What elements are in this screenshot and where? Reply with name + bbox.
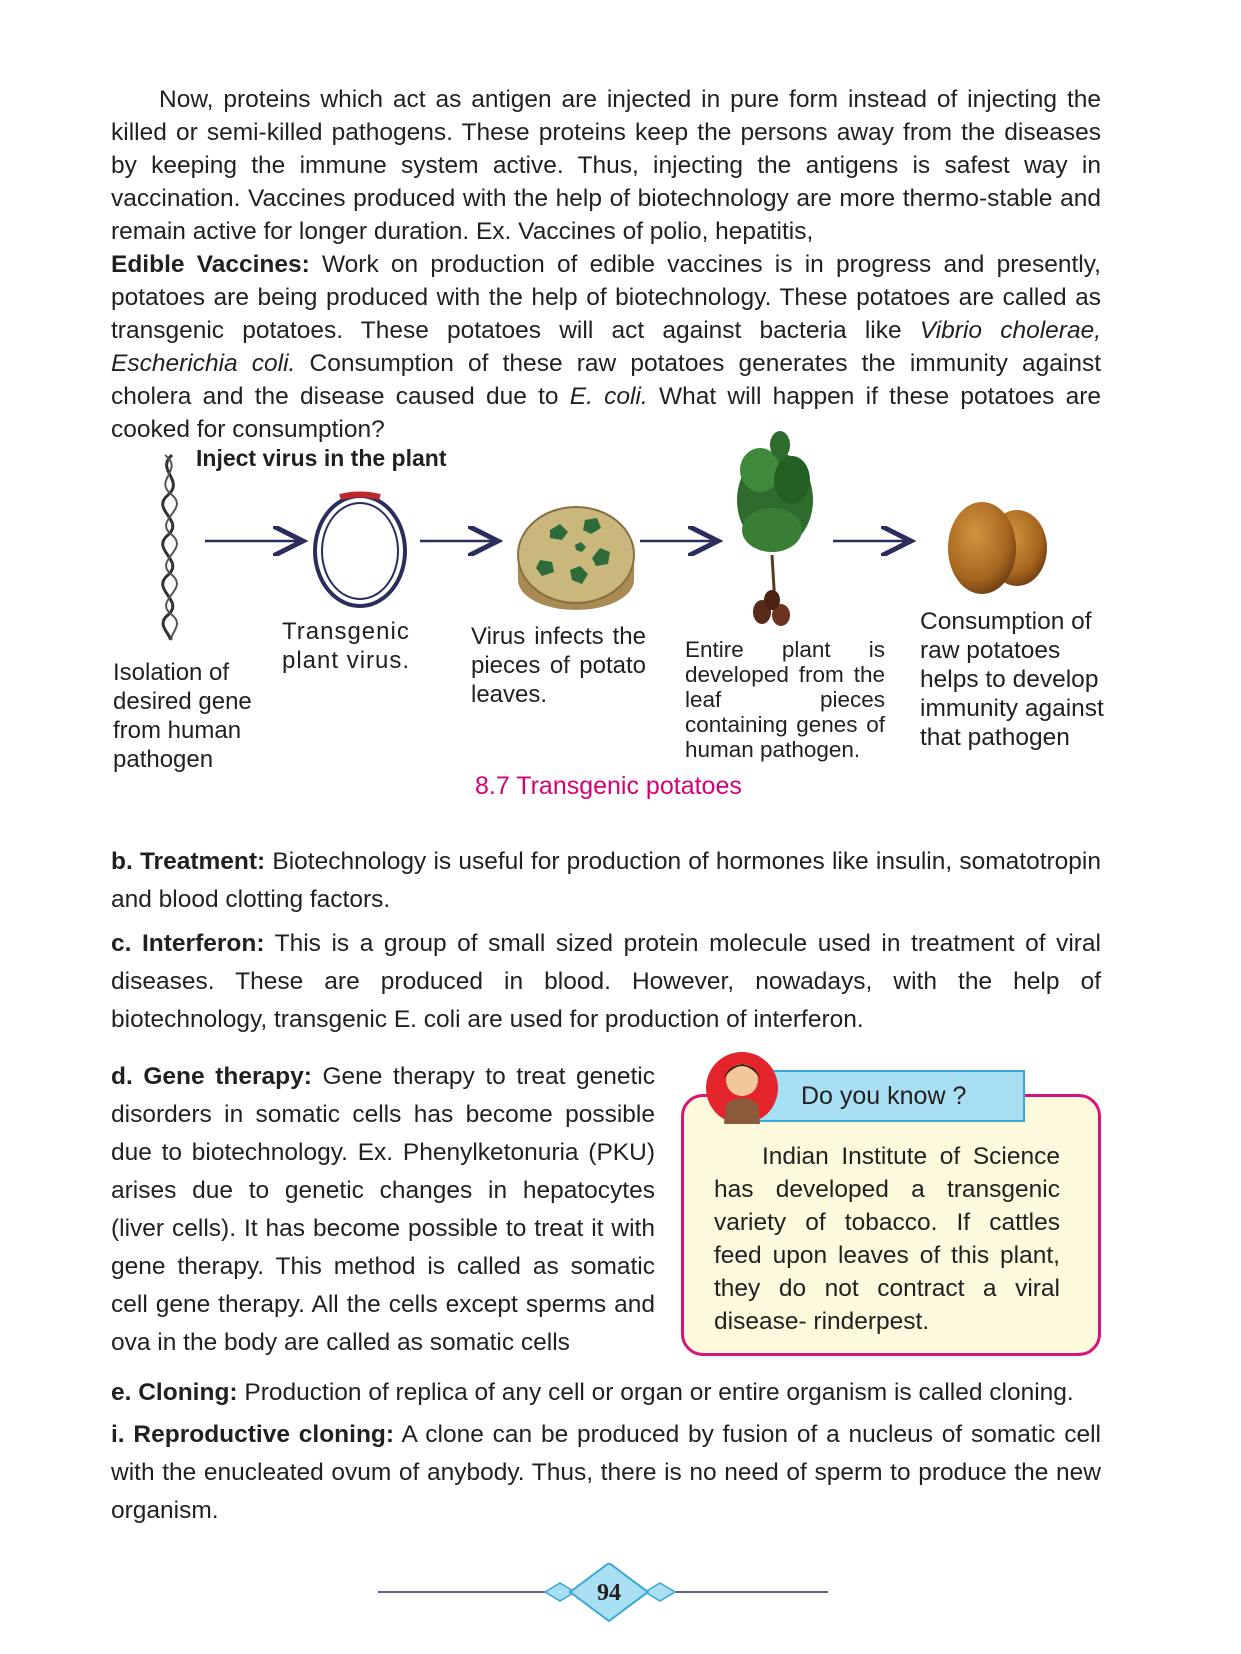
reproductive-cloning-paragraph: [111, 1416, 1101, 1530]
interferon-paragraph: [111, 925, 1101, 1039]
inject-virus-label: Inject virus in the plant: [196, 445, 447, 471]
intro-paragraph: Now, proteins which act as antigen are injected in pure form instead of injecting the killed or semi-killed pathogens. These proteins keep the persons away from the diseases by keeping the immune system active. Thus, injecting the antigens is safest way in vaccination. Vaccines produced with the help of biotechnology are more thermo-stable and remain active for longer duration. Ex. Vaccines of polio, hepatitis,: [111, 86, 1101, 245]
edible-italic-2: E. coli.: [569, 383, 648, 410]
edible-vaccines-heading: Edible Vaccines:: [111, 251, 310, 278]
sections-bc: [111, 843, 1101, 1047]
reproductive-cloning-heading: i. Reproductive cloning:: [111, 1421, 395, 1448]
girl-avatar-icon: [702, 1048, 782, 1128]
interferon-heading: c. Interferon:: [111, 930, 265, 957]
potatoes-icon: [948, 502, 1047, 594]
interferon-text: This is a group of small sized protein molecule used in treatment of viral diseases. These are produced in blood. However, nowadays, with the help of biotechnology, transgenic E. coli are used for production of interferon.: [111, 930, 1101, 1033]
gene-therapy-heading: d. Gene therapy:: [111, 1063, 312, 1090]
potato-plant-icon: [737, 431, 813, 626]
reproductive-cloning-text: A clone can be produced by fusion of a nucleus of somatic cell with the enucleated ovum of anybody. Thus, there is no need of sperm to produce the new organism.: [111, 1421, 1101, 1524]
sections-ei: [111, 1374, 1101, 1538]
edible-text-2: Consumption of these raw potatoes generates the immunity against cholera and the disease caused due to: [111, 350, 1102, 410]
treatment-text: Biotechnology is useful for production of hormones like insulin, somatotropin and blood clotting factors.: [111, 848, 1101, 913]
step-virus-infects-label: Virus infects the pieces of potato leaves.: [471, 623, 646, 708]
edible-text-1: Work on production of edible vaccines is in progress and presently, potatoes are being produced with the help of biotechnology. These potatoes are called as transgenic potatoes. These potatoes will act against bacteria like: [111, 251, 1101, 344]
edible-text-3: What will happen if these potatoes are cooked for consumption?: [111, 383, 1101, 443]
gene-therapy-paragraph: [111, 1058, 655, 1362]
cloning-heading: e. Cloning:: [111, 1379, 238, 1406]
step-consumption-label: Consumption of raw potatoes helps to develop immunity against that pathogen: [920, 608, 1104, 751]
did-you-know-title: Do you know ?: [739, 1070, 1025, 1122]
step-plant-developed-label: Entire plant is developed from the leaf pieces containing genes of human pathogen.: [685, 637, 885, 762]
gene-therapy-text: Gene therapy to treat genetic disorders in somatic cells has become possible due to biotechnology. Ex. Phenylketonuria (PKU) arises due to genetic changes in hepatocytes (liver cells). It has become possible to treat it with gene therapy. This method is called as somatic cell gene therapy. All the cells except sperms and ova in the body are called as somatic cells: [111, 1063, 655, 1356]
treatment-heading: b. Treatment:: [111, 848, 266, 875]
step-transgenic-virus-label: Transgenic plant virus.: [282, 618, 411, 674]
virus-ring-icon: [315, 495, 405, 607]
did-you-know-text: [714, 1140, 1060, 1338]
treatment-paragraph: [111, 843, 1101, 919]
page-number: 94: [597, 1580, 621, 1606]
cloning-paragraph: [111, 1374, 1101, 1412]
leaf-culture-dish-icon: [518, 507, 634, 610]
cloning-text: Production of replica of any cell or organ or entire organism is called cloning.: [237, 1379, 1074, 1406]
edible-italic-1: Vibrio cholerae, Escherichia coli.: [111, 317, 1102, 377]
figure-caption: 8.7 Transgenic potatoes: [475, 772, 742, 800]
dna-helix-icon: [163, 455, 177, 640]
callout-body: Indian Institute of Science has developed a transgenic variety of tobacco. If cattles feed upon leaves of this plant, they do not contract a viral disease- rinderpest.: [714, 1143, 1060, 1335]
step-isolation-label: Isolation of desired gene from human pathogen: [113, 659, 252, 773]
